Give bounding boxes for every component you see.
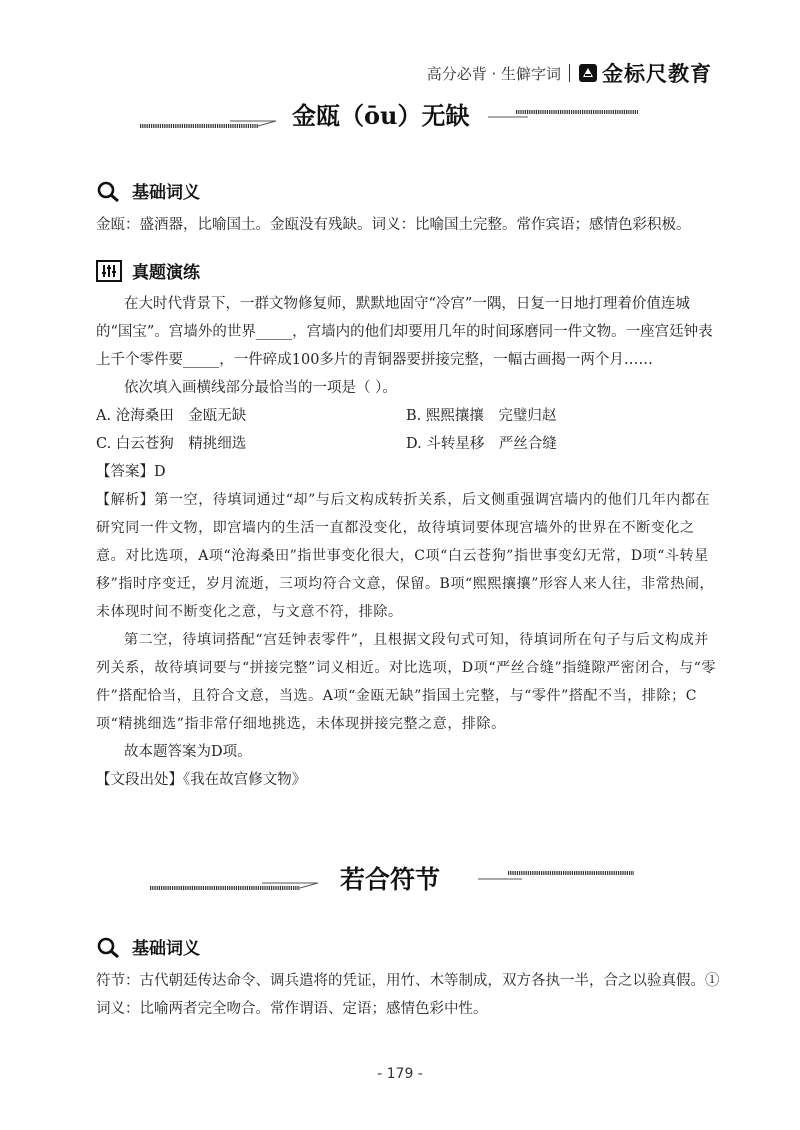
exercise-heading [96, 258, 200, 283]
entry-title-block [0, 92, 800, 142]
equalizer-icon [96, 260, 122, 282]
option-d: D. 斗转星移 严丝合缝 [406, 436, 557, 452]
entry-title: 金瓯（ōu）无缺 [292, 101, 470, 130]
conclusion-line: 故本题答案为D项。 [124, 744, 252, 760]
options-row [96, 430, 716, 458]
basic-meaning-heading [96, 934, 200, 959]
basic-meaning-heading [96, 178, 200, 203]
page-header [427, 58, 712, 88]
basic-meaning-text [96, 967, 726, 1023]
brand-name: 金标尺教育 [602, 62, 712, 86]
title-ornament-right [478, 866, 634, 884]
definition-paragraph: 符节：古代朝廷传达命令、调兵遣将的凭证，用竹、木等制成，双方各执一半，合之以验真假。①词义：比喻两者完全吻合。常作谓语、定语；感情色彩中性。 [96, 973, 720, 1017]
options-row [96, 402, 716, 430]
header-divider [569, 64, 570, 82]
option-a: A. 沧海桑田 金瓯无缺 [96, 408, 247, 424]
magnifier-icon [96, 180, 122, 202]
source-line: 【文段出处】《我在故宫修文物》 [96, 772, 307, 788]
exercise-label: 真题演练 [132, 263, 200, 283]
title-ornament-right [488, 106, 638, 124]
analysis-paragraph-1: 【解析】第一空，待填词通过“却”与后文构成转折关系，后文侧重强调宫墙内的他们几年内都在研究同一件文物，即宫墙内的生活一直都没变化，故待填词要体现宫墙外的世界在不断变化之意。对比选项，A项“沧海桑田”指世事变化很大，C项“白云苍狗”指世事变幻无常，D项“斗转星移”指时序变迁，岁月流逝，三项均符合文意，保留。B项“熙熙攘攘”形容人来人往，非常热闹，未体现时间不断变化之意，与文意不符，排除。 [96, 492, 715, 620]
option-b: B. 熙熙攘攘 完璧归赵 [406, 408, 557, 424]
basic-meaning-label: 基础词义 [132, 939, 200, 959]
definition-paragraph: 金瓯：盛酒器，比喻国土。金瓯没有残缺。词义：比喻国土完整。常作宾语；感情色彩积极。 [96, 217, 691, 233]
answer-line: 【答案】D [96, 464, 166, 480]
entry-title: 若合符节 [340, 865, 441, 894]
option-c: C. 白云苍狗 精挑细选 [96, 436, 247, 452]
exercise-body [96, 290, 716, 794]
question-prompt: 依次填入画横线部分最恰当的一项是（ ）。 [124, 380, 397, 396]
title-ornament-left [140, 112, 288, 130]
basic-meaning-label: 基础词义 [132, 183, 200, 203]
magnifier-icon [96, 936, 122, 958]
question-passage: 在大时代背景下，一群文物修复师，默默地固守“冷宫”一隅，日复一日地打理着价值连城的“国宝”。宫墙外的世界_____，宫墙内的他们却要用几年的时间琢磨同一件文物。一座宫廷钟表上千个零件要_____，一件碎成100多片的青铜器要拼接完整，一幅古画揭一两个月…… [96, 296, 713, 368]
entry-title-block [0, 852, 800, 902]
brand-mark-icon [578, 63, 598, 83]
header-subtitle: 高分必背 · 生僻字词 [426, 64, 561, 83]
basic-meaning-text [96, 211, 716, 239]
page-number: - 179 - [377, 1066, 423, 1082]
analysis-paragraph-2: 第二空，待填词搭配“宫廷钟表零件”，且根据文段句式可知，待填词所在句子与后文构成并列关系，故待填词要与“拼接完整”词义相近。对比选项，D项“严丝合缝”指缝隙严密闭合，与“零件”搭配恰当，且符合文意，当选。A项“金瓯无缺”指国土完整，与“零件”搭配不当，排除；C项“精挑细选”指非常仔细地挑选，未体现拼接完整之意，排除。 [96, 632, 717, 732]
title-ornament-left [150, 876, 320, 894]
brand-logo [578, 58, 712, 88]
